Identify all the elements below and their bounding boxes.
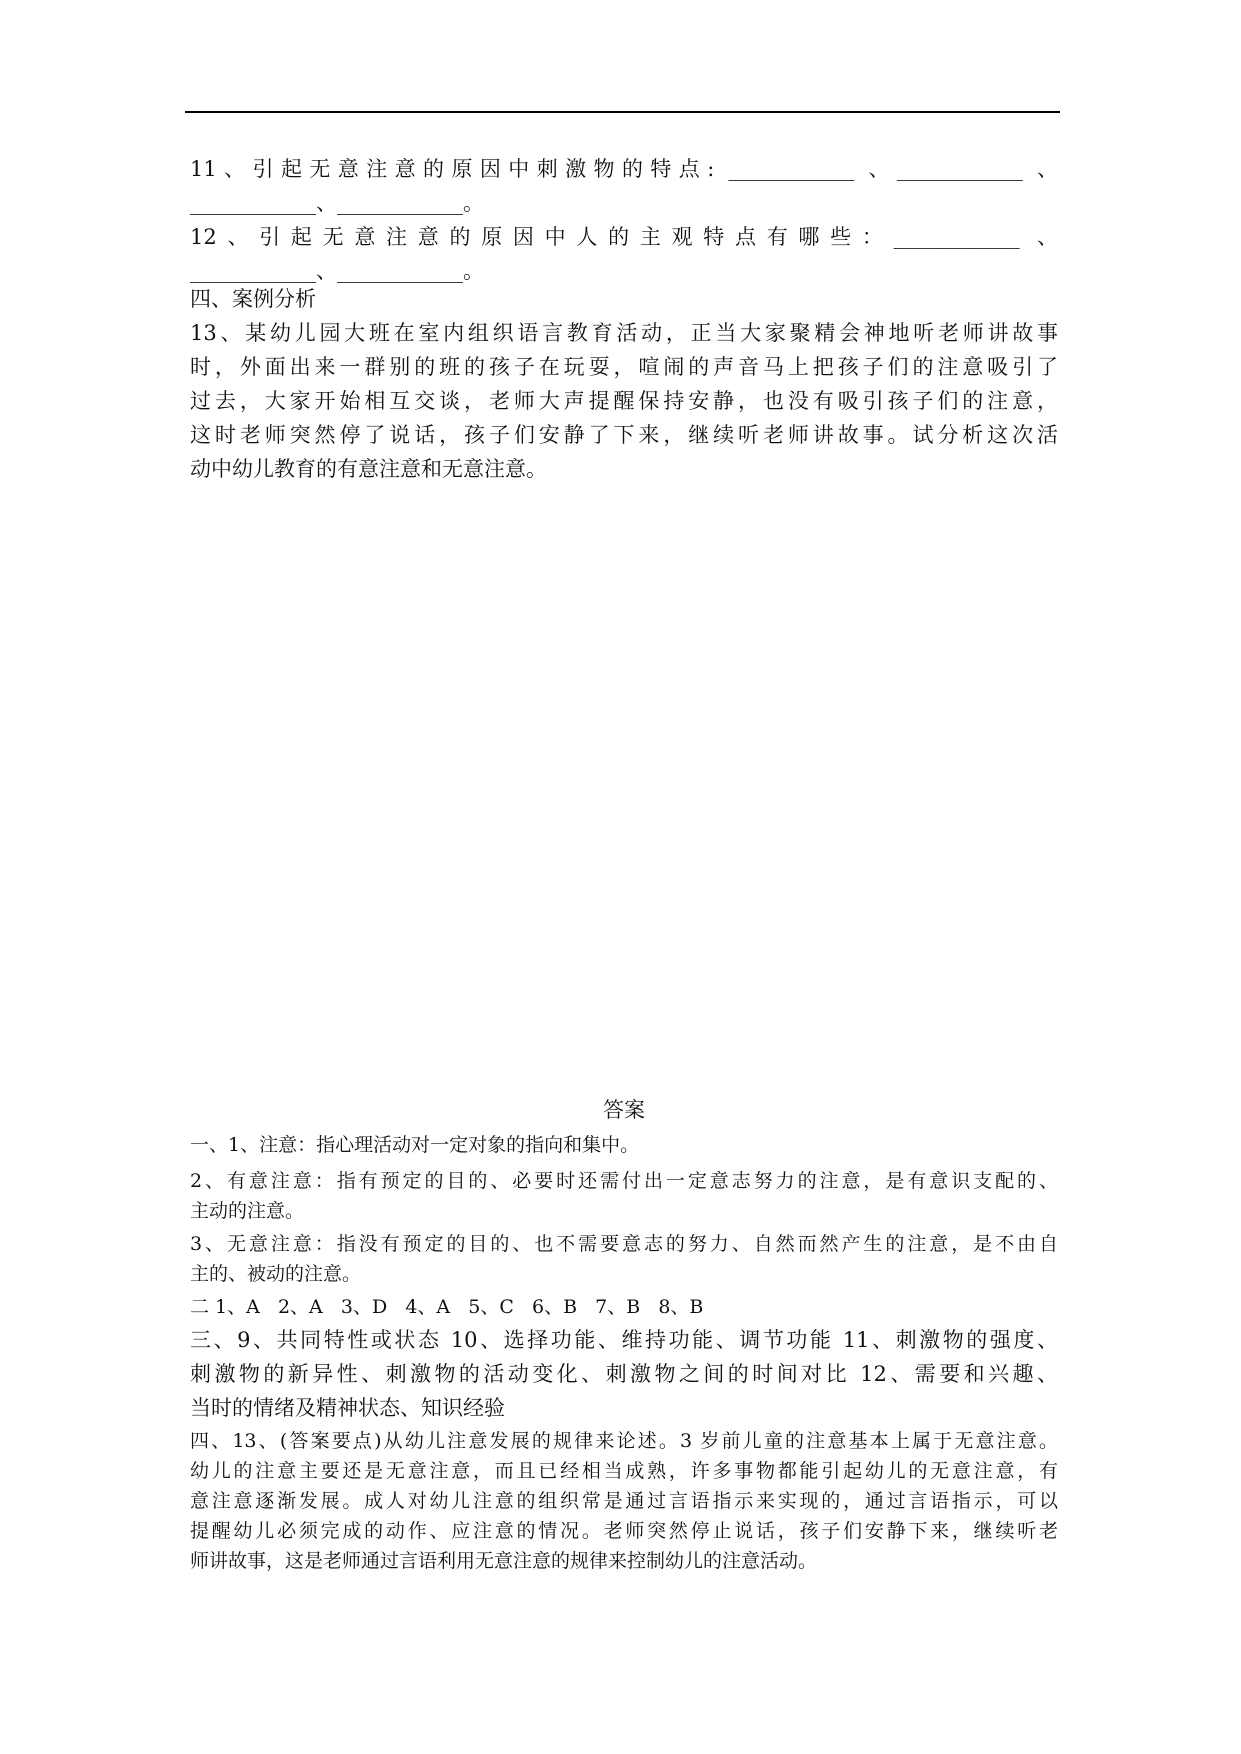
question-13-line: 动中幼儿教育的有意注意和无意注意。: [190, 457, 547, 481]
question-13-line: 过去，大家开始相互交谈，老师大声提醒保持安静，也没有吸引孩子们的注意，: [190, 389, 1058, 413]
answer-3: [190, 1229, 1058, 1289]
header-rule: [185, 111, 1060, 113]
question-13: [190, 316, 1058, 486]
question-12-line-1: 12、引起无意注意的原因中人的主观特点有哪些：____________ 、: [190, 225, 1058, 249]
section-4-heading: 四、案例分析: [190, 287, 316, 311]
question-11-line-2: ____________、____________。: [190, 191, 484, 215]
answer-fill-in-line: 当时的情绪及精神状态、知识经验: [190, 1396, 505, 1420]
answer-2: [190, 1166, 1058, 1226]
answer-case-analysis: [190, 1426, 1058, 1576]
answer-3-line: 主的、被动的注意。: [190, 1263, 362, 1285]
question-11: [190, 152, 1058, 220]
question-13-line: 这时老师突然停了说话，孩子们安静了下来，继续听老师讲故事。试分析这次活: [190, 423, 1058, 447]
answer-2-line: 2、有意注意：指有预定的目的、必要时还需付出一定意志努力的注意，是有意识支配的、: [190, 1170, 1058, 1192]
answer-fill-in: [190, 1323, 1058, 1425]
answer-3-line: 3、无意注意：指没有预定的目的、也不需要意志的努力、自然而然产生的注意，是不由自: [190, 1233, 1058, 1255]
answer-case-line: 幼儿的注意主要还是无意注意，而且已经相当成熟，许多事物都能引起幼儿的无意注意，有: [190, 1460, 1058, 1482]
answers-title: 答案: [603, 1098, 645, 1122]
answer-fill-in-line: 刺激物的新异性、刺激物的活动变化、刺激物之间的时间对比 12、需要和兴趣、: [190, 1362, 1058, 1386]
question-11-line-1: 11、引起无意注意的原因中刺激物的特点: ____________ 、____________ 、: [190, 157, 1058, 181]
question-13-line: 时，外面出来一群别的班的孩子在玩耍，喧闹的声音马上把孩子们的注意吸引了: [190, 355, 1058, 379]
answer-case-line: 四、13、(答案要点)从幼儿注意发展的规律来论述。3 岁前儿童的注意基本上属于无意注意。: [190, 1430, 1058, 1452]
question-12: [190, 220, 1058, 288]
answer-2-line: 主动的注意。: [190, 1200, 305, 1222]
answer-case-line: 提醒幼儿必须完成的动作、应注意的情况。老师突然停止说话，孩子们安静下来，继续听老: [190, 1520, 1058, 1542]
answer-fill-in-line: 三、9、共同特性或状态 10、选择功能、维持功能、调节功能 11、刺激物的强度、: [190, 1328, 1058, 1352]
answer-multiple-choice: 二 1、A 2、A 3、D 4、A 5、C 6、B 7、B 8、B: [190, 1296, 704, 1318]
question-13-line: 13、某幼儿园大班在室内组织语言教育活动，正当大家聚精会神地听老师讲故事: [190, 321, 1058, 345]
question-12-line-2: ____________、____________。: [190, 259, 484, 283]
answer-case-line: 师讲故事，这是老师通过言语利用无意注意的规律来控制幼儿的注意活动。: [190, 1550, 818, 1572]
answer-1: 一、1、注意：指心理活动对一定对象的指向和集中。: [190, 1134, 640, 1156]
answer-case-line: 意注意逐渐发展。成人对幼儿注意的组织常是通过言语指示来实现的，通过言语指示，可以: [190, 1490, 1058, 1512]
